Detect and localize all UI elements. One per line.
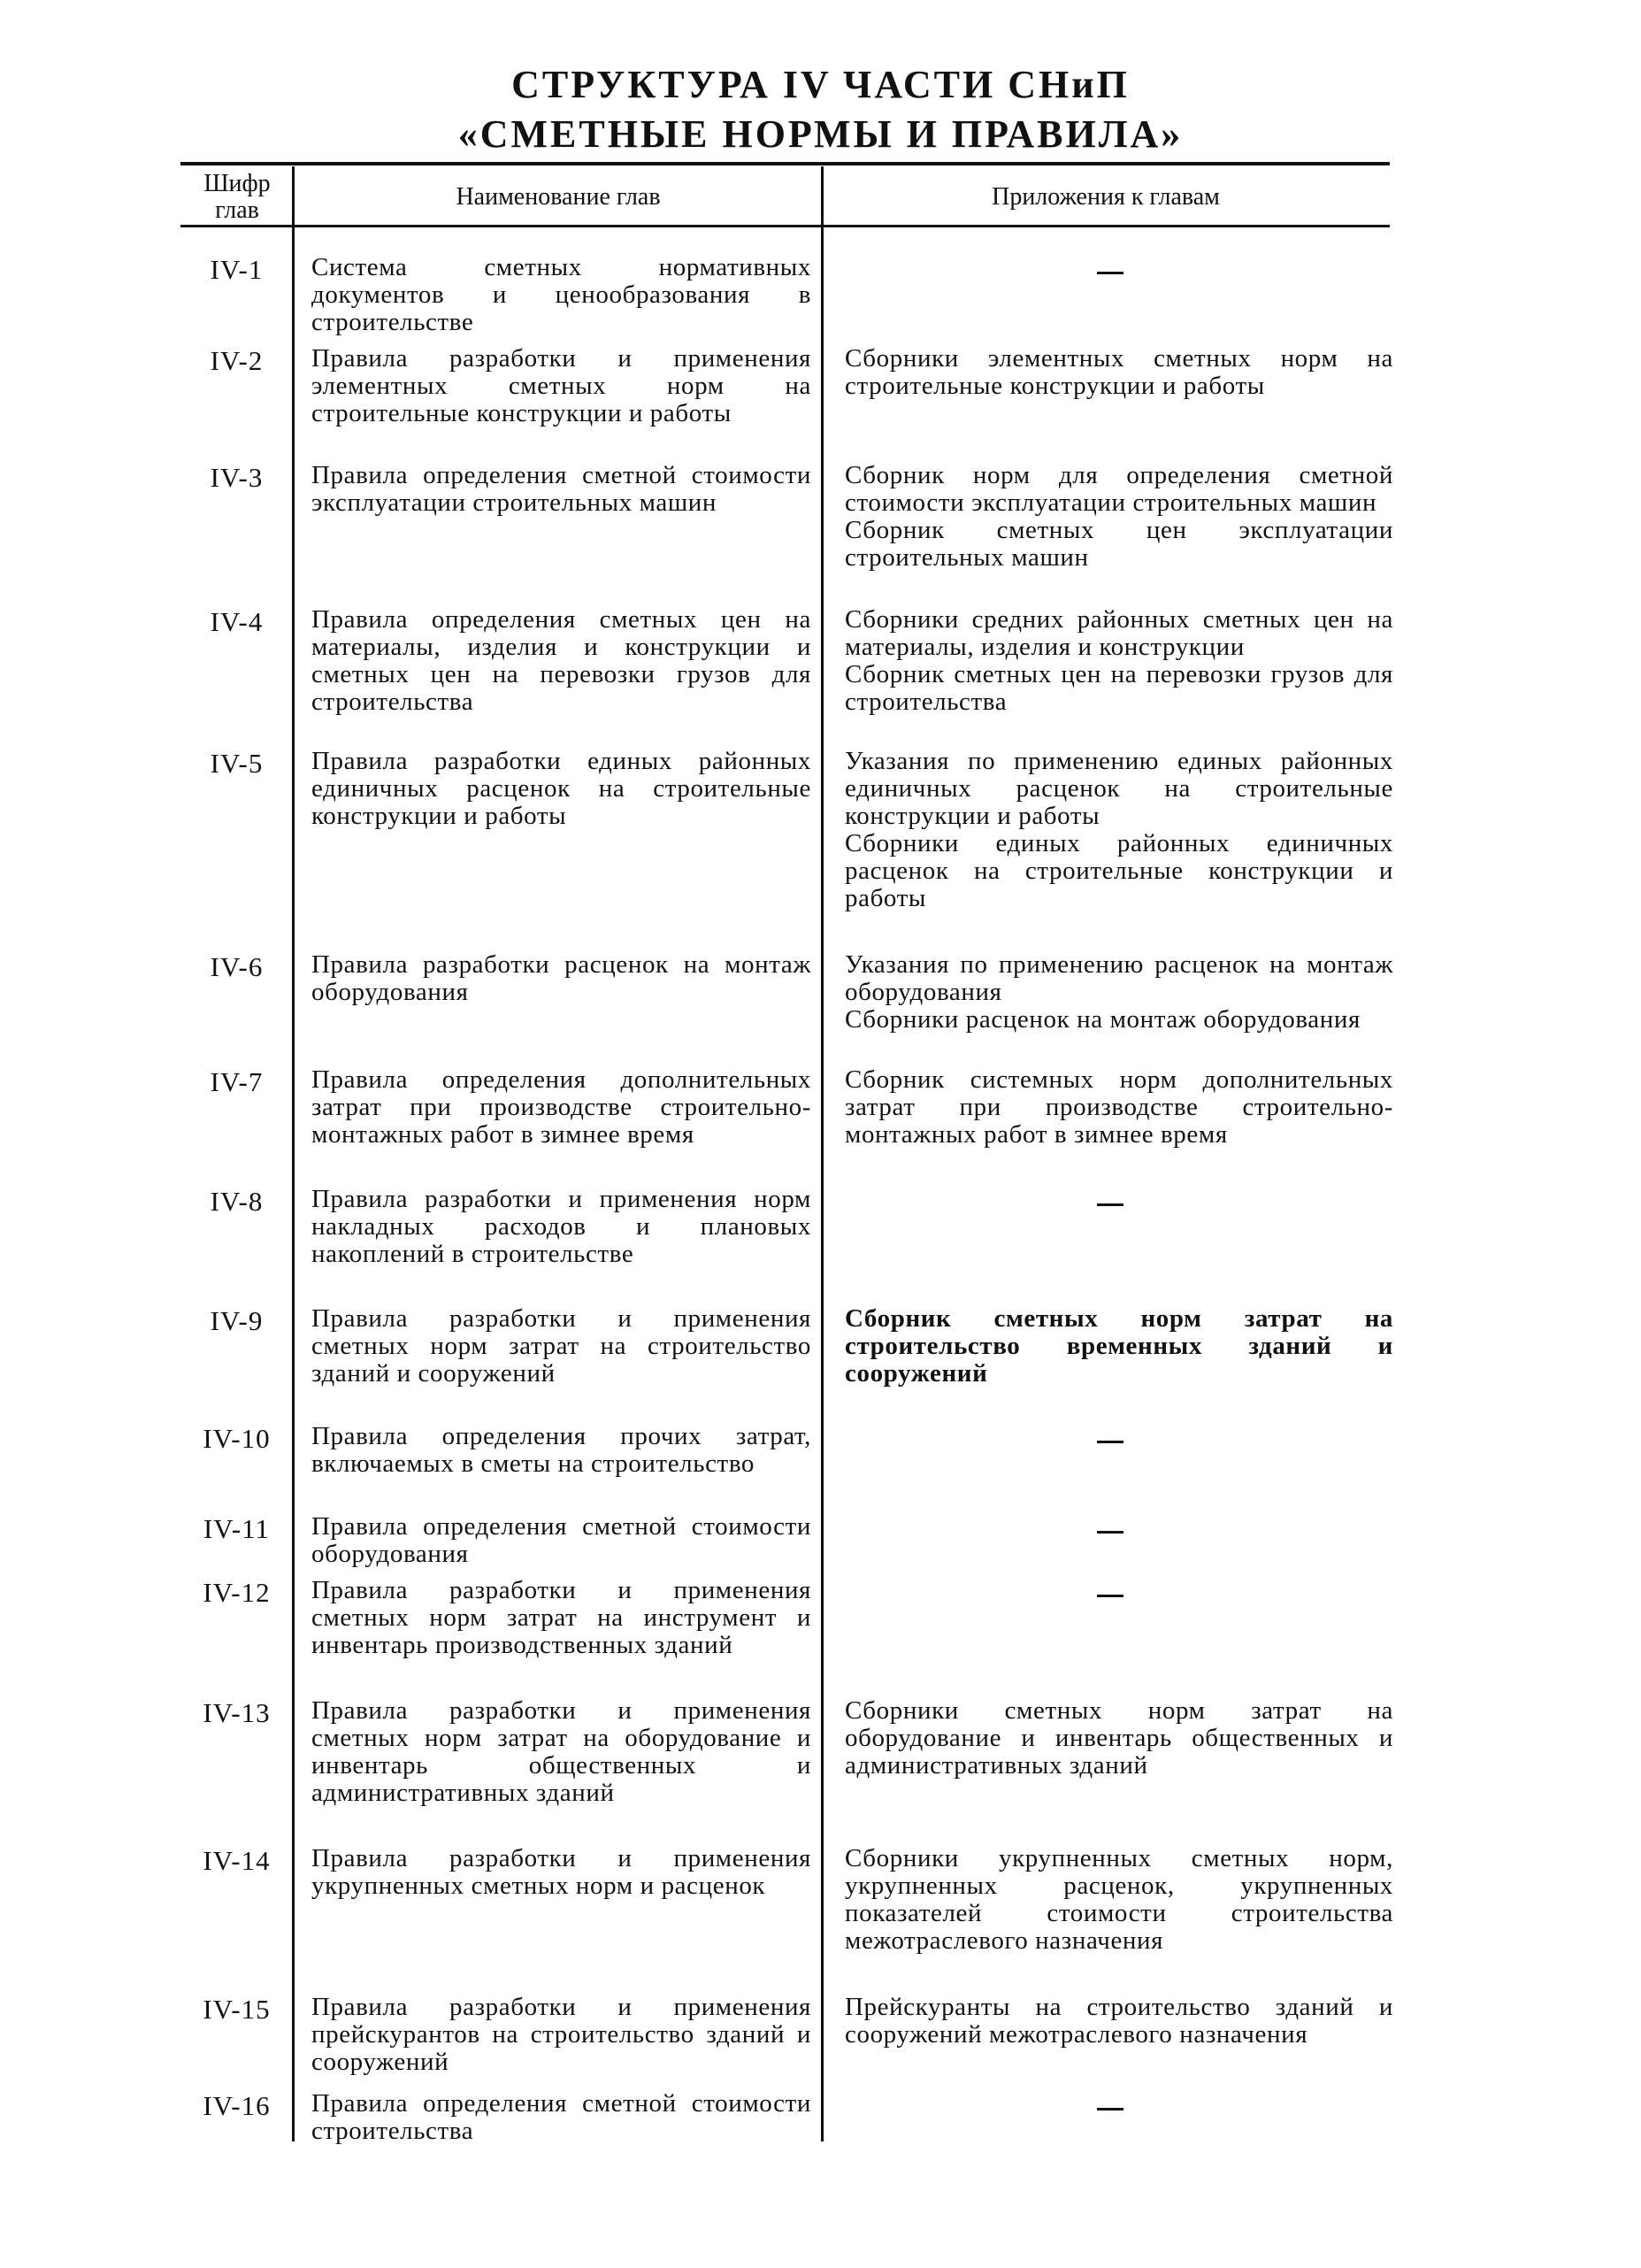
chapter-name: Правила разработки и применения сметных норм затрат на строительство зданий и сооружений <box>311 1304 811 1388</box>
chapter-name: Правила определения сметной стоимости эксплуатации строительных машин <box>311 461 811 517</box>
chapter-name: Система сметных нормативных документов и ценообразования в строительстве <box>311 253 811 336</box>
empty-appendix-dash <box>1097 1441 1123 1443</box>
appendix-item: Сборник сметных норм затрат на строительство временных зданий и сооружений <box>845 1304 1393 1388</box>
appendix-item: Сборники единых районных единичных расценок на строительные конструкции и работы <box>845 829 1393 912</box>
title-line-2: «СМЕТНЫЕ НОРМЫ И ПРАВИЛА» <box>457 112 1184 156</box>
header-appendix: Приложения к главам <box>992 183 1220 211</box>
empty-appendix-dash <box>1097 1595 1123 1597</box>
appendix-cell <box>845 1066 1393 1149</box>
appendix-cell <box>845 606 1393 716</box>
header-name: Наименование глав <box>456 183 661 211</box>
chapter-name: Правила разработки и применения укрупненных сметных норм и расценок <box>311 1844 811 1900</box>
header-bottom-rule <box>180 225 1390 227</box>
appendix-item: Сборник сметных цен на перевозки грузов для строительства <box>845 660 1393 716</box>
chapter-code: IV-11 <box>203 1513 271 1544</box>
appendix-item: Сборник сметных цен эксплуатации строительных машин <box>845 516 1393 572</box>
header-divider-left <box>292 166 295 225</box>
chapter-code: IV-12 <box>203 1577 271 1608</box>
appendix-cell <box>845 462 1393 572</box>
column-divider-left <box>292 166 295 2141</box>
empty-appendix-dash <box>1097 2108 1123 2110</box>
appendix-cell <box>845 1994 1393 2049</box>
document-title <box>0 60 1641 159</box>
chapter-name: Правила определения дополнительных затрат при производстве строительно-монтажных работ в зимнее время <box>311 1065 811 1149</box>
chapter-code: IV-14 <box>203 1845 271 1876</box>
empty-appendix-dash <box>1097 1531 1123 1534</box>
chapter-code: IV-7 <box>210 1066 264 1097</box>
appendix-cell <box>845 1697 1393 1780</box>
appendix-cell <box>845 1845 1393 1955</box>
chapter-name: Правила определения сметной стоимости оборудования <box>311 1512 811 1568</box>
appendix-item: Сборник норм для определения сметной стоимости эксплуатации строительных машин <box>845 461 1393 517</box>
chapter-name: Правила разработки единых районных единичных расценок на строительные конструкции и работы <box>311 747 811 830</box>
appendix-cell <box>845 1305 1393 1388</box>
chapter-name: Правила разработки расценок на монтаж оборудования <box>311 950 811 1006</box>
appendix-cell <box>845 345 1393 400</box>
appendix-item: Сборники сметных норм затрат на оборудование и инвентарь общественных и административных зданий <box>845 1696 1393 1780</box>
appendix-item: Сборник системных норм дополнительных затрат при производстве строительно-монтажных работ в зимнее время <box>845 1065 1393 1149</box>
empty-appendix-dash <box>1097 272 1123 274</box>
appendix-cell <box>845 748 1393 912</box>
chapter-code: IV-16 <box>203 2090 271 2121</box>
appendix-item: Сборники расценок на монтаж оборудования <box>845 1005 1361 1034</box>
appendix-item: Указания по применению единых районных единичных расценок на строительные конструкции и работы <box>845 747 1393 830</box>
chapter-name: Правила разработки и применения сметных норм затрат на инструмент и инвентарь производственных зданий <box>311 1576 811 1659</box>
chapter-code: IV-13 <box>203 1697 271 1728</box>
chapter-name: Правила разработки и применения элементных сметных норм на строительные конструкции и работы <box>311 344 811 427</box>
appendix-item: Сборники средних районных сметных цен на материалы, изделия и конструкции <box>845 605 1393 661</box>
header-top-rule <box>180 162 1390 165</box>
chapter-name: Правила разработки и применения прейскурантов на строительство зданий и сооружений <box>311 1993 811 2076</box>
chapter-code: IV-15 <box>203 1994 271 2025</box>
chapter-code: IV-2 <box>210 345 264 376</box>
chapter-code: IV-1 <box>210 254 264 285</box>
chapter-name: Правила определения сметных цен на материалы, изделия и конструкции и сметных цен на перевозки грузов для строительства <box>311 605 811 716</box>
chapter-name: Правила определения прочих затрат, включаемых в сметы на строительство <box>311 1422 811 1478</box>
chapter-code: IV-8 <box>210 1186 264 1217</box>
column-divider-right <box>821 166 824 2141</box>
appendix-item: Указания по применению расценок на монтаж оборудования <box>845 950 1393 1006</box>
chapter-name: Правила разработки и применения сметных норм затрат на оборудование и инвентарь общественных и административных зданий <box>311 1696 811 1807</box>
chapter-code: IV-5 <box>210 748 264 779</box>
appendix-item: Прейскуранты на строительство зданий и сооружений межотраслевого назначения <box>845 1993 1393 2049</box>
appendix-item: Сборники элементных сметных норм на строительные конструкции и работы <box>845 344 1393 400</box>
chapter-name: Правила определения сметной стоимости строительства <box>311 2089 811 2145</box>
appendix-cell <box>845 951 1393 1034</box>
chapter-name: Правила разработки и применения норм накладных расходов и плановых накоплений в строительстве <box>311 1185 811 1268</box>
title-line-1: СТРУКТУРА IV ЧАСТИ СНиП <box>511 63 1130 106</box>
empty-appendix-dash <box>1097 1203 1123 1206</box>
chapter-code: IV-6 <box>210 951 264 982</box>
chapter-code: IV-3 <box>210 462 264 493</box>
header-code: Шифр глав <box>203 170 271 224</box>
chapter-code: IV-4 <box>210 606 264 637</box>
appendix-item: Сборники укрупненных сметных норм, укрупненных расценок, укрупненных показателей стоимости строительства межотраслевого назначения <box>845 1844 1393 1955</box>
chapter-code: IV-10 <box>203 1423 271 1454</box>
chapter-code: IV-9 <box>210 1305 264 1336</box>
header-divider-right <box>821 166 824 225</box>
